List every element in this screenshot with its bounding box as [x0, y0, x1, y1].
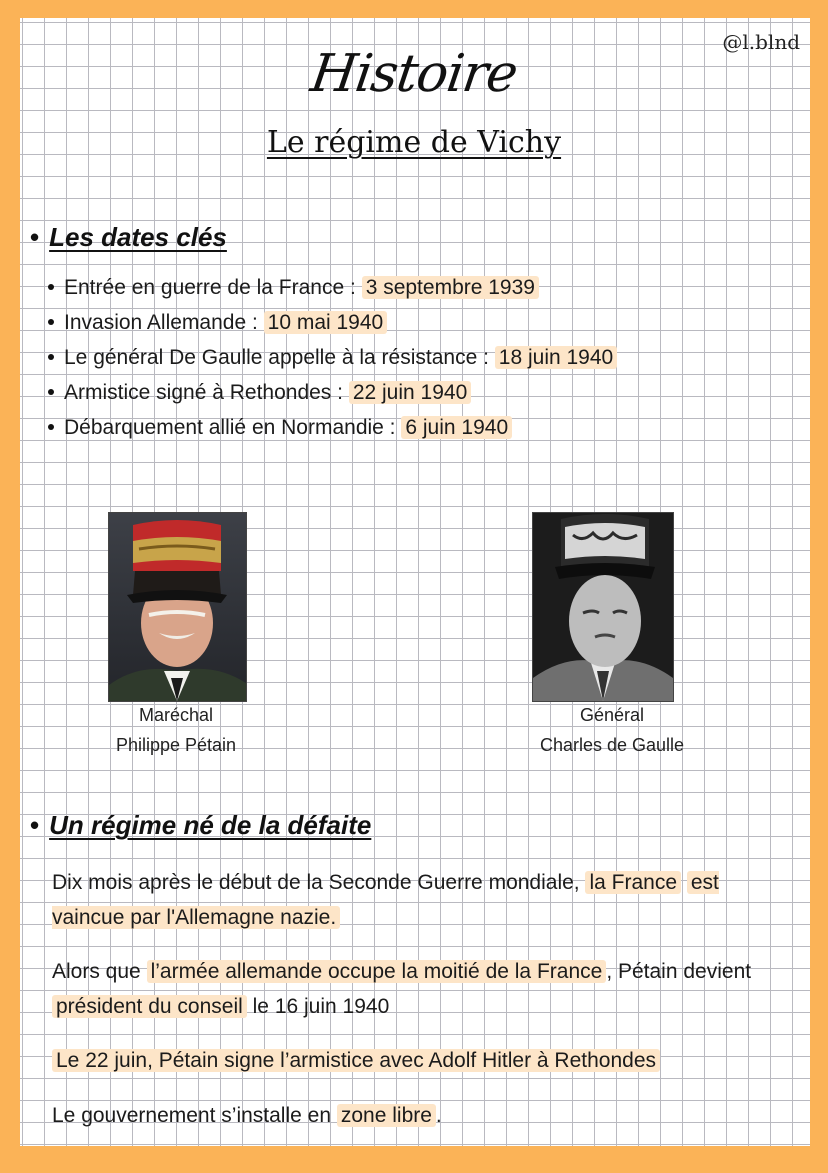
caption-line: Charles de Gaulle [539, 735, 685, 755]
list-item [44, 270, 617, 305]
bullet-icon [48, 354, 54, 360]
key-dates-list [44, 270, 617, 445]
page-title: Histoire [307, 44, 521, 104]
page-subtitle [0, 125, 828, 160]
bullet-icon: • [30, 222, 40, 252]
bullet-icon: • [30, 810, 40, 840]
portrait-de-gaulle-image [533, 513, 673, 701]
portrait-de-gaulle [532, 512, 674, 702]
caption-line: Général [579, 705, 645, 725]
date-value: 10 mai 1940 [264, 311, 388, 334]
highlight-run: zone libre [337, 1104, 436, 1127]
paragraph-armistice [52, 1043, 772, 1078]
date-label: Armistice signé à Rethondes : [64, 381, 343, 404]
paragraph-defeat [52, 865, 772, 935]
text-run: , Pétain [606, 960, 678, 983]
text-run: devient [683, 960, 752, 983]
date-value: 22 juin 1940 [349, 381, 471, 404]
date-label: Entrée en guerre de la France : [64, 276, 356, 299]
subtitle-text: Le régime de Vichy [266, 125, 562, 160]
section-heading-text: Un régime né de la défaite [49, 810, 372, 840]
portrait-petain [108, 512, 247, 702]
date-value: 6 juin 1940 [401, 416, 512, 439]
portrait-petain-image [109, 513, 246, 701]
highlight-run: président du conseil [52, 995, 247, 1018]
text-run: Le gouvernement s’installe en [52, 1104, 332, 1127]
caption-petain [76, 700, 276, 760]
list-item [44, 375, 617, 410]
date-label: Débarquement allié en Normandie : [64, 416, 396, 439]
bullet-icon [48, 424, 54, 430]
text-run: . [435, 1104, 442, 1127]
highlight-run: Le 22 juin, Pétain signe l’armistice avec Adolf Hitler à Rethondes [52, 1049, 660, 1072]
section-heading-dates [30, 222, 227, 253]
bullet-icon [48, 284, 54, 290]
date-label: Invasion Allemande : [64, 311, 258, 334]
text-run: Alors que [52, 960, 141, 983]
author-handle: @l.blnd [722, 30, 800, 54]
caption-line: Philippe Pétain [115, 735, 237, 755]
section-heading-regime [30, 810, 371, 841]
caption-line: Maréchal [138, 705, 214, 725]
date-value: 18 juin 1940 [495, 346, 617, 369]
list-item [44, 410, 617, 445]
list-item [44, 305, 617, 340]
highlight-run: la France [585, 871, 681, 894]
paragraph-occupation [52, 954, 772, 1024]
paragraph-government [52, 1098, 772, 1133]
bullet-icon [48, 389, 54, 395]
section-heading-text: Les dates clés [49, 222, 227, 252]
list-item [44, 340, 617, 375]
highlight-run: est vaincue par l'Allemagne nazie. [52, 871, 719, 929]
date-label: Le général De Gaulle appelle à la résistance : [64, 346, 489, 369]
text-run: le 16 juin 1940 [252, 995, 390, 1018]
text-run: Dix mois après le début de la Seconde Guerre mondiale, [52, 871, 580, 894]
bullet-icon [48, 319, 54, 325]
date-value: 3 septembre 1939 [362, 276, 539, 299]
caption-de-gaulle [512, 700, 712, 760]
highlight-run: l’armée allemande occupe la moitié de la France [147, 960, 607, 983]
